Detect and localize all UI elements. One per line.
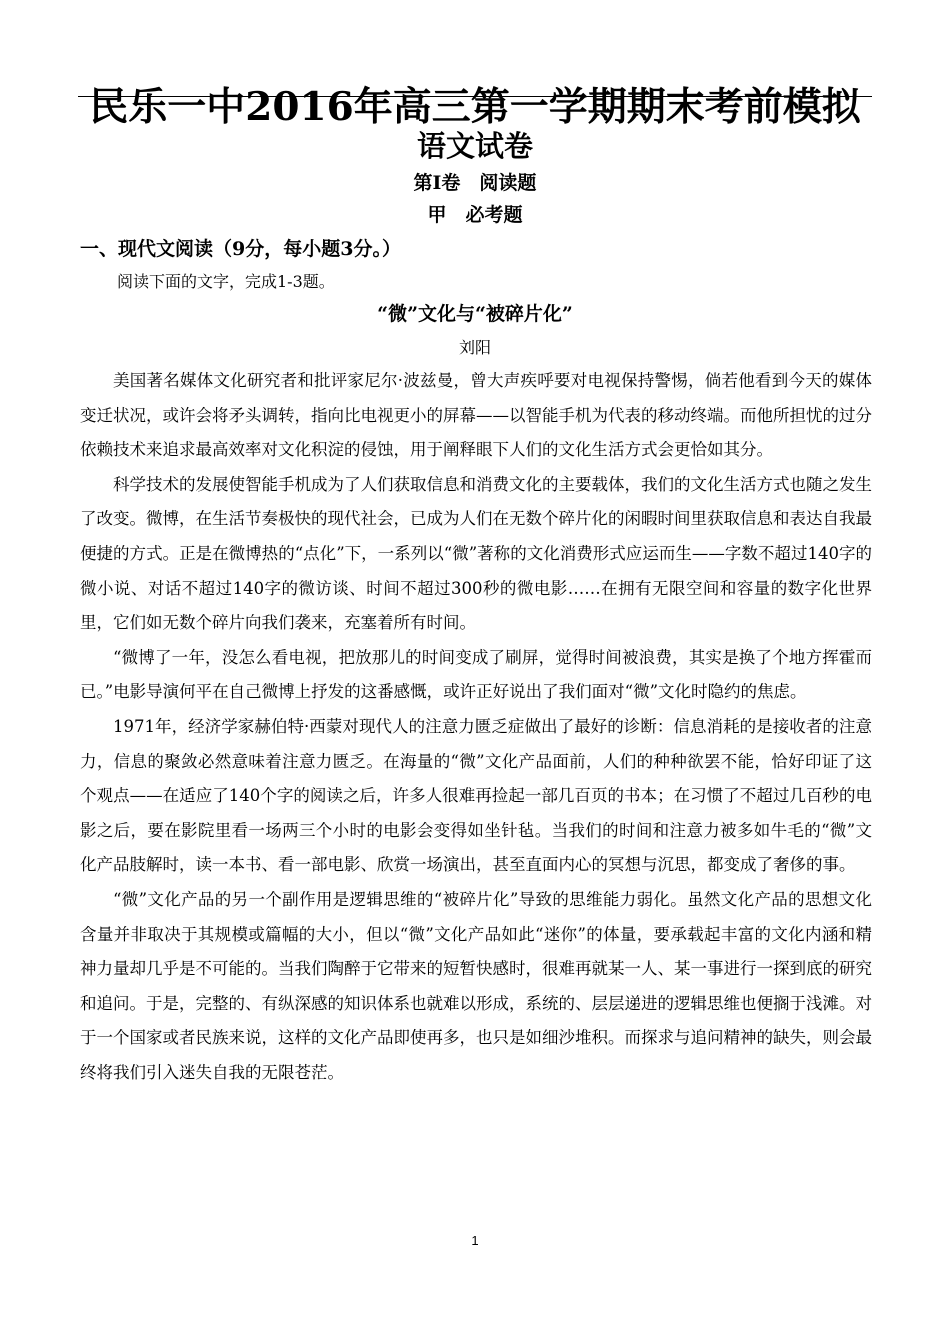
article-author: 刘阳 bbox=[458, 338, 491, 357]
part-title: 第Ⅰ卷 阅读题 bbox=[413, 172, 537, 194]
article-paragraph: “微”文化产品的另一个副作用是逻辑思维的“被碎片化”导致的思维能力弱化。虽然文化产品的思想文化含量并非取决于其规模或篇幅的大小，但以“微”文化产品如此“迷你”的体量，要承载起丰富的文化内涵和精神力量却几乎是不可能的。当我们陶醉于它带来的短暂快感时，很难再就某一人、某一事进行一探到底的研究和追问。于是，完整的、有纵深感的知识体系也就难以形成，系统的、层层递进的逻辑思维也便搁于浅滩。对于一个国家或者民族来说，这样的文化产品即使再多，也只是如细沙堆积。而探求与追问精神的缺失，则会最终将我们引入迷失自我的无限苍茫。 bbox=[80, 889, 872, 1082]
exam-subtitle: 语文试卷 bbox=[416, 129, 533, 163]
reading-instruction: 阅读下面的文字，完成1-3题。 bbox=[117, 272, 335, 291]
article-paragraph: 科学技术的发展使智能手机成为了人们获取信息和消费文化的主要载体，我们的文化生活方式也随之发生了改变。微博，在生活节奏极快的现代社会，已成为人们在无数个碎片化的闲暇时间里获取信息和表达自我最便捷的方式。正是在微博热的“点化”下，一系列以“微”著称的文化消费形式应运而生——字数不超过140字的微小说、对话不超过140字的微访谈、时间不超过300秒的微电影……在拥有无限空间和容量的数字化世界里，它们如无数个碎片向我们袭来，充塞着所有时间。 bbox=[80, 474, 872, 633]
article-title: “微”文化与“被碎片化” bbox=[377, 303, 573, 325]
article-body bbox=[80, 364, 872, 1090]
article-paragraph: 美国著名媒体文化研究者和批评家尼尔·波兹曼，曾大声疾呼要对电视保持警惕，倘若他看到今天的媒体变迁状况，或许会将矛头调转，指向比电视更小的屏幕——以智能手机为代表的移动终端。而他所担忧的过分依赖技术来追求最高效率对文化积淀的侵蚀，用于阐释眼下人们的文化生活方式会更恰如其分。 bbox=[80, 371, 872, 460]
page-number: 1 bbox=[471, 1233, 479, 1248]
section-heading: 一、现代文阅读（9分，每小题3分。） bbox=[80, 238, 401, 260]
article-paragraph: “微博了一年，没怎么看电视，把放那儿的时间变成了刷屏，觉得时间被浪费，其实是换了个地方挥霍而已。”电影导演何平在自己微博上抒发的这番感慨，或许正好说出了我们面对“微”文化时隐约的焦虑。 bbox=[80, 647, 872, 702]
part-subtitle: 甲 必考题 bbox=[427, 204, 523, 226]
exam-title: 民乐一中2016年高三第一学期期末考前模拟 bbox=[89, 84, 861, 130]
article-paragraph: 1971年，经济学家赫伯特·西蒙对现代人的注意力匮乏症做出了最好的诊断：信息消耗的是接收者的注意力，信息的聚敛必然意味着注意力匮乏。在海量的“微”文化产品面前，人们的种种欲罢不能，恰好印证了这个观点——在适应了140个字的阅读之后，许多人很难再捡起一部几百页的书本；在习惯了不超过几百秒的电影之后，要在影院里看一场两三个小时的电影会变得如坐针毡。当我们的时间和注意力被多如牛毛的“微”文化产品肢解时，读一本书、看一部电影、欣赏一场演出，甚至直面内心的冥想与沉思，都变成了奢侈的事。 bbox=[80, 716, 872, 875]
